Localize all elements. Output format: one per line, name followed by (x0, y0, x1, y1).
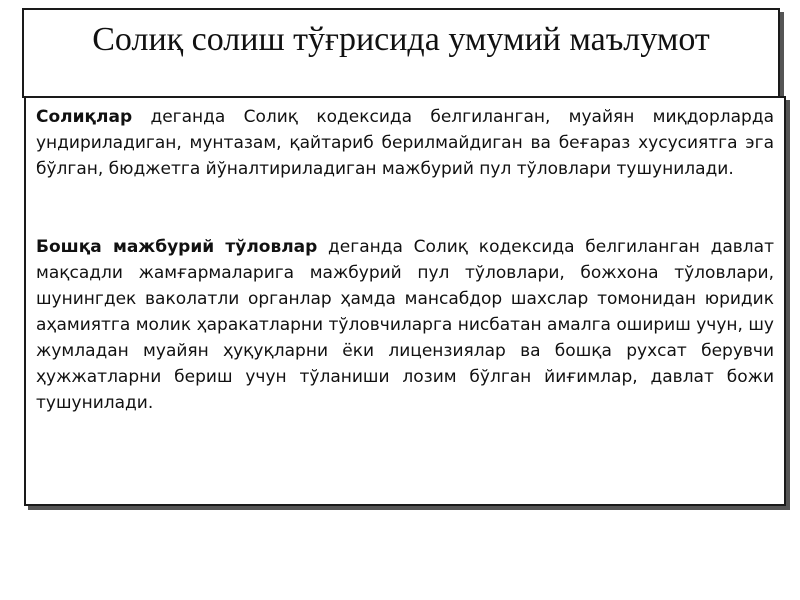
title-box (22, 8, 780, 98)
definition-other-payments: деганда Солиқ кодексида белгиланган давлат мақсадли жамғармаларига мажбурий пул тўловлари, божхона тўловлари, шунингдек ваколатли органлар ҳамда мансабдор шахслар томонидан юридик аҳамиятга молик ҳаракатларни тўловчиларга нисбатан амалга ошириш учун, шу жумладан муайян ҳуқуқларни ёки лицензиялар ва бошқа рухсат берувчи ҳужжатларни бериш учун тўланиши лозим бўлган йиғимлар, давлат божи тушунилади. (36, 237, 774, 413)
term-other-payments: Бошқа мажбурий тўловлар (36, 237, 318, 257)
content-box (24, 96, 786, 506)
term-taxes: Солиқлар (36, 107, 133, 127)
paragraph-taxes (36, 104, 774, 182)
paragraph-other-payments (36, 234, 774, 416)
slide-title: Солиқ солиш тўғрисида умумий маълумот (92, 21, 710, 58)
definition-taxes: деганда Солиқ кодексида белгиланган, муайян миқдорларда ундириладиган, мунтазам, қайтариб берилмайдиган ва беғараз хусусиятга эга бўлган, бюджетга йўналтириладиган мажбурий пул тўловлари тушунилади. (36, 107, 774, 179)
